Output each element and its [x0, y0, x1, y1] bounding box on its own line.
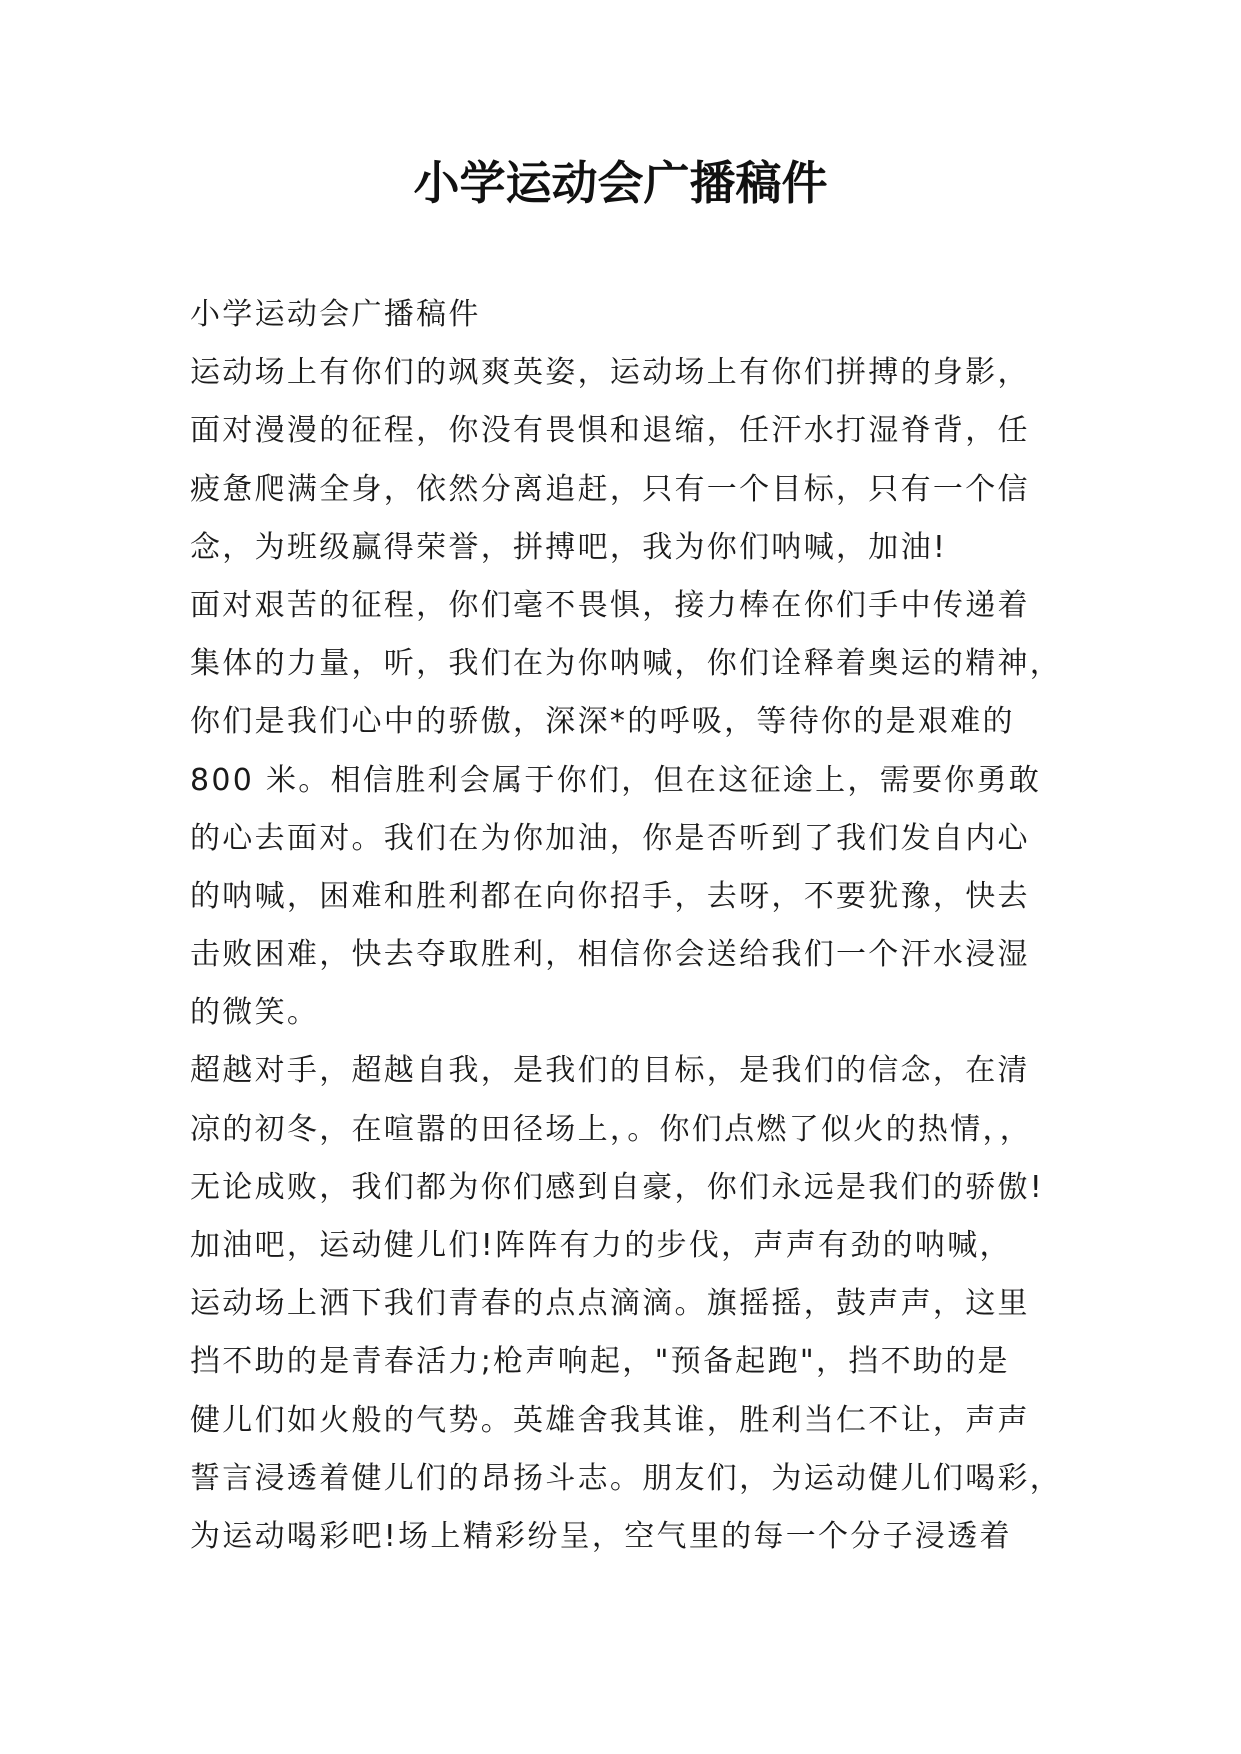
body-line: 疲惫爬满全身，依然分离追赶，只有一个目标，只有一个信 [190, 471, 1030, 507]
body-line: 的微笑。 [190, 995, 320, 1031]
body-line: 的呐喊，困难和胜利都在向你招手，去呀，不要犹豫，快去 [190, 878, 1030, 914]
body-line: 的心去面对。我们在为你加油，你是否听到了我们发自内心 [190, 820, 1030, 856]
body-line: 为运动喝彩吧!场上精彩纷呈，空气里的每一个分子浸透着 [190, 1518, 1012, 1554]
page-title: 小学运动会广播稿件 [413, 156, 828, 210]
body-line: 加油吧，运动健儿们!阵阵有力的步伐，声声有劲的呐喊， [190, 1228, 1012, 1263]
body-line: 面对漫漫的征程，你没有畏惧和退缩，任汗水打湿脊背，任 [190, 413, 1030, 449]
body-line: 超越对手，超越自我，是我们的目标，是我们的信念，在清 [190, 1053, 1030, 1089]
body-line: 800 米。相信胜利会属于你们，但在这征途上，需要你勇敢 [190, 762, 1042, 798]
document-body [190, 286, 1063, 1566]
body-line: 念，为班级赢得荣誉，拼搏吧，我为你们呐喊，加油! [190, 529, 948, 565]
body-line: 誓言浸透着健儿们的昂扬斗志。朋友们，为运动健儿们喝彩， [190, 1460, 1063, 1496]
body-line: 无论成败，我们都为你们感到自豪，你们永远是我们的骄傲! [190, 1169, 1045, 1205]
body-line: 健儿们如火般的气势。英雄舍我其谁，胜利当仁不让，声声 [190, 1402, 1030, 1438]
body-line: 挡不助的是青春活力;枪声响起，"预备起跑"，挡不助的是 [190, 1344, 1010, 1380]
body-line: 集体的力量，听，我们在为你呐喊，你们诠释着奥运的精神， [190, 646, 1063, 682]
body-line: 小学运动会广播稿件 [190, 297, 481, 332]
body-line: 运动场上有你们的飒爽英姿，运动场上有你们拼搏的身影， [190, 355, 1030, 391]
body-line: 击败困难，快去夺取胜利，相信你会送给我们一个汗水浸湿 [190, 937, 1030, 973]
body-line: 运动场上洒下我们青春的点点滴滴。旗摇摇，鼓声声，这里 [190, 1286, 1030, 1322]
body-line: 你们是我们心中的骄傲，深深*的呼吸，等待你的是艰难的 [190, 704, 1015, 740]
body-line: 面对艰苦的征程，你们毫不畏惧，接力棒在你们手中传递着 [190, 587, 1030, 623]
body-line: 凉的初冬，在喧嚣的田径场上，。你们点燃了似火的热情，， [190, 1111, 1033, 1147]
